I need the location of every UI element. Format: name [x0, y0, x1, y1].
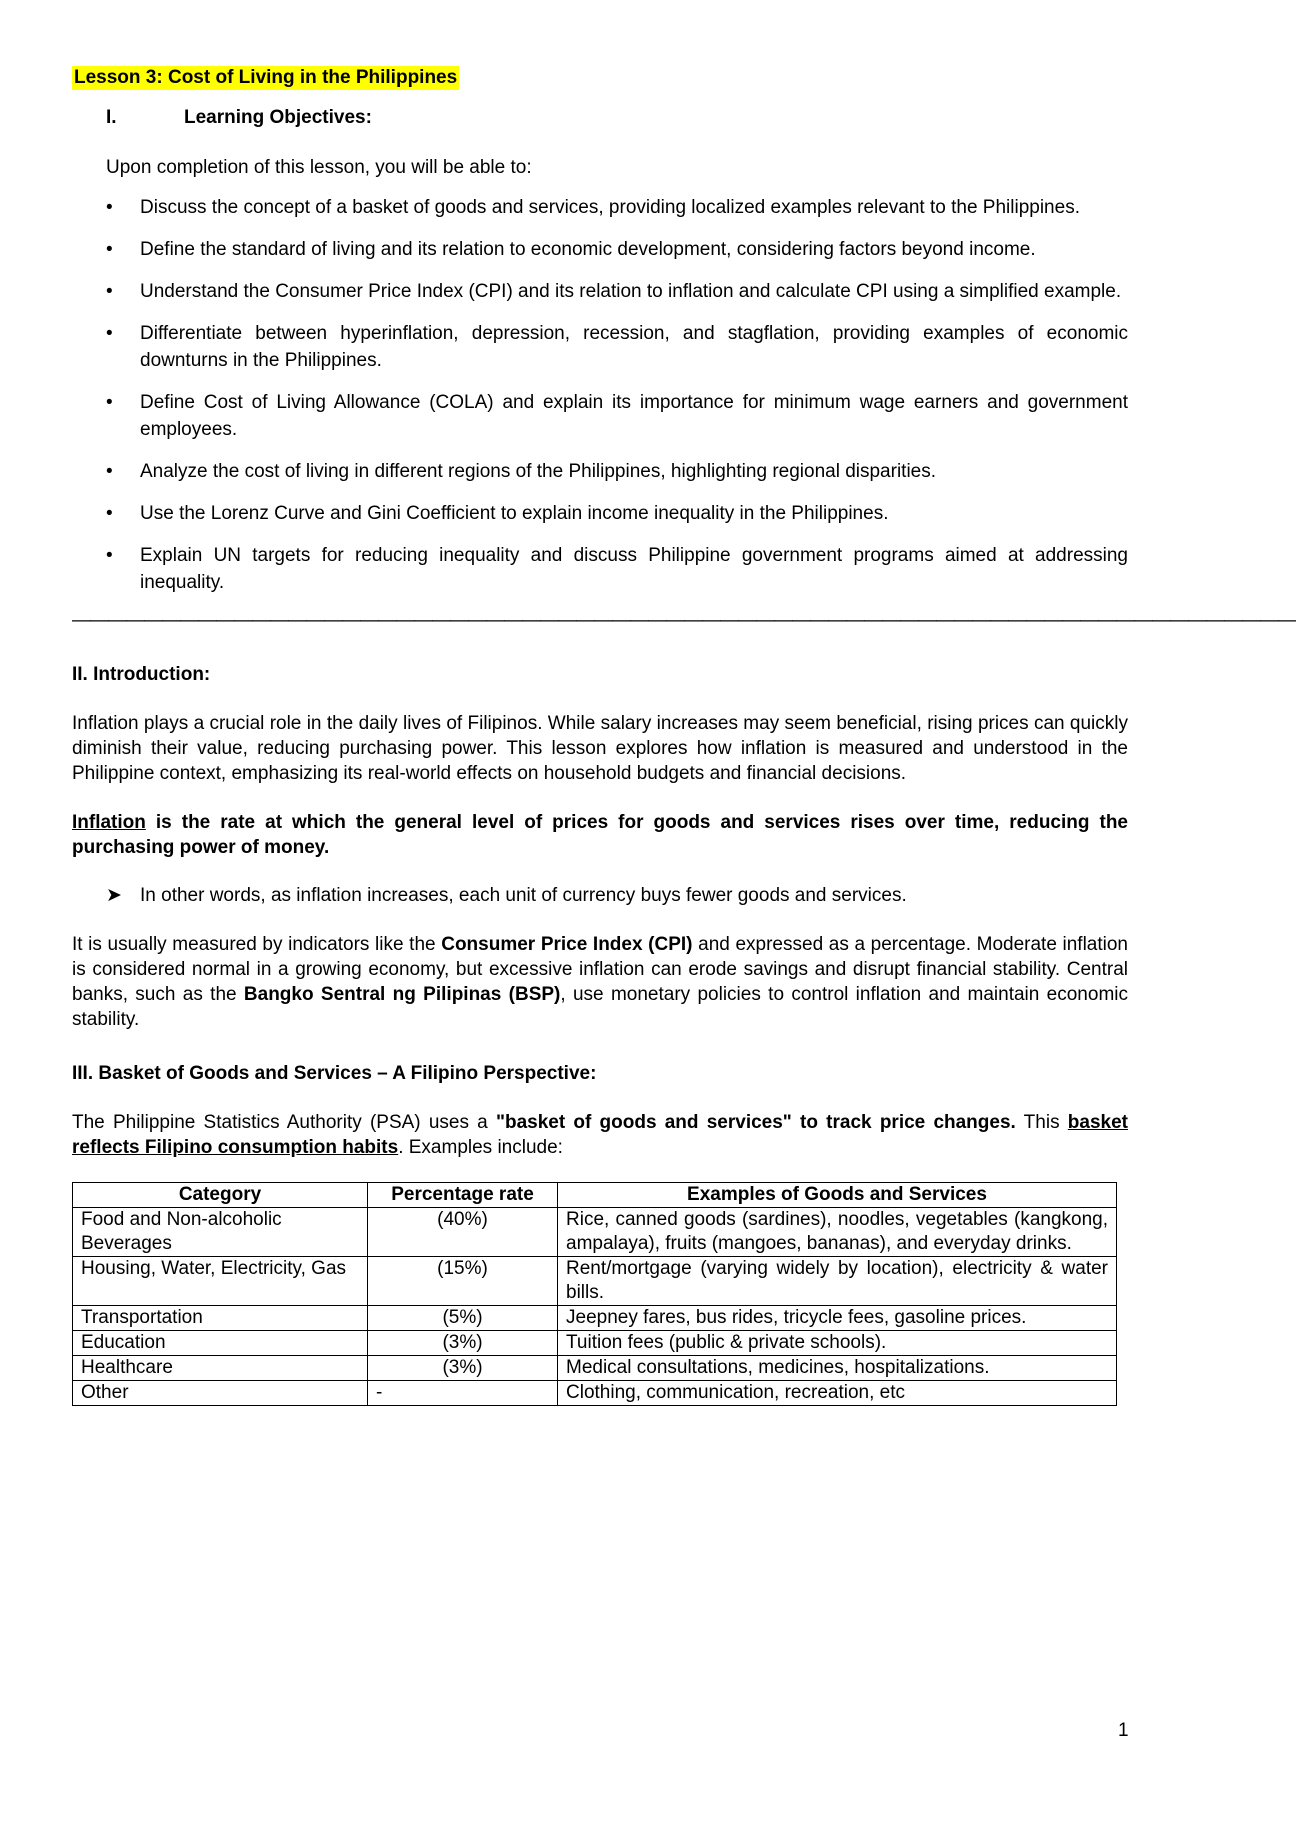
table-row [73, 1381, 1117, 1406]
objective-item: • Define the standard of living and its relation to economic development, considering factors beyond income. [106, 236, 1128, 263]
cell-rate: - [368, 1381, 558, 1406]
header-percentage: Percentage rate [368, 1183, 558, 1208]
basket-text-1: The Philippine Statistics Authority (PSA) uses a [72, 1112, 496, 1133]
cell-examples: Tuition fees (public & private schools). [558, 1331, 1117, 1356]
cell-examples: Medical consultations, medicines, hospitalizations. [558, 1356, 1117, 1381]
objectives-heading-text: Learning Objectives: [184, 107, 372, 128]
table-row [73, 1306, 1117, 1331]
cell-rate: (3%) [368, 1331, 558, 1356]
lesson-title: Lesson 3: Cost of Living in the Philippines [74, 67, 458, 88]
table-row [73, 1356, 1117, 1381]
basket-text-2: This [1015, 1112, 1068, 1133]
objective-item: • Discuss the concept of a basket of goods and services, providing localized examples relevant to the Philippines. [106, 194, 1128, 221]
inflation-term: Inflation [72, 812, 146, 833]
basket-bold-underline: basket reflects Filipino consumption habits [72, 1112, 1128, 1158]
cell-category: Transportation [73, 1306, 368, 1331]
cell-examples: Rent/mortgage (varying widely by location), electricity & water bills. [558, 1257, 1117, 1306]
basket-text-3: . Examples include: [398, 1137, 563, 1158]
objective-item: • Use the Lorenz Curve and Gini Coefficient to explain income inequality in the Philippines. [106, 500, 1128, 527]
objective-item: • Understand the Consumer Price Index (CPI) and its relation to inflation and calculate CPI using a simplified example. [106, 278, 1128, 305]
measure-text-2: and expressed as a percentage. Moderate inflation is considered normal in a growing economy, but excessive inflation can erode savings and disrupt financial stability. Central banks, such as the [72, 934, 1129, 1005]
objectives-intro: Upon completion of this lesson, you will be able to: [106, 157, 532, 178]
cell-rate: (40%) [368, 1208, 558, 1257]
objectives-list [72, 194, 1128, 596]
table-row [73, 1257, 1117, 1306]
table-header-row [73, 1183, 1117, 1208]
cell-rate: (3%) [368, 1356, 558, 1381]
objectives-number: I. [106, 107, 117, 128]
inflation-definition [72, 810, 1128, 860]
page-number: 1 [1118, 1720, 1129, 1741]
measure-text-1: It is usually measured by indicators like the [72, 934, 442, 955]
objective-item: • Differentiate between hyperinflation, depression, recession, and stagflation, providing examples of economic downturns in the Philippines. [106, 320, 1128, 374]
header-category: Category [73, 1183, 368, 1208]
cell-category: Healthcare [73, 1356, 368, 1381]
section-divider: ———————————————————————————————————————————————————————————————————— [72, 610, 1296, 631]
measure-bold-bsp: Bangko Sentral ng Pilipinas (BSP) [243, 984, 561, 1005]
cell-examples: Rice, canned goods (sardines), noodles, vegetables (kangkong, ampalaya), fruits (mangoes, bananas), and everyday drinks. [558, 1208, 1117, 1257]
objectives-heading [72, 106, 1128, 130]
introduction-paragraph: Inflation plays a crucial role in the daily lives of Filipinos. While salary increases may seem beneficial, rising prices can quickly diminish their value, reducing purchasing power. This lesson explores how inflation is measured and understood in the Philippine context, emphasizing its real-world effects on household budgets and financial decisions. [72, 713, 1128, 784]
cell-category: Food and Non-alcoholic Beverages [73, 1208, 368, 1257]
arrow-point-text: In other words, as inflation increases, each unit of currency buys fewer goods and services. [140, 885, 907, 906]
document-page [72, 66, 1296, 1406]
cell-category: Other [73, 1381, 368, 1406]
cell-rate: (5%) [368, 1306, 558, 1331]
cell-examples: Jeepney fares, bus rides, tricycle fees, gasoline prices. [558, 1306, 1117, 1331]
objective-item: • Analyze the cost of living in different regions of the Philippines, highlighting regional disparities. [106, 458, 1128, 485]
measure-bold-cpi: Consumer Price Index (CPI) [441, 934, 693, 955]
header-examples: Examples of Goods and Services [558, 1183, 1117, 1208]
inflation-definition-text: is the rate at which the general level of prices for goods and services rises over time, reducing the purchasing power of money. [72, 812, 1128, 858]
introduction-heading: II. Introduction: [72, 664, 211, 685]
arrow-bullet-icon: ➤ [106, 885, 122, 906]
cell-examples: Clothing, communication, recreation, etc [558, 1381, 1117, 1406]
basket-heading: III. Basket of Goods and Services – A Filipino Perspective: [72, 1063, 597, 1084]
measure-text-3: , use monetary policies to control inflation and maintain economic stability. [72, 984, 1128, 1030]
basket-table [72, 1182, 1117, 1406]
objective-item: • Define Cost of Living Allowance (COLA) and explain its importance for minimum wage earners and government employees. [106, 389, 1128, 443]
basket-bold-1: "basket of goods and services" to track price changes. [495, 1112, 1016, 1133]
cell-rate: (15%) [368, 1257, 558, 1306]
cell-category: Housing, Water, Electricity, Gas [73, 1257, 368, 1306]
inflation-measure-paragraph [72, 932, 1128, 1032]
objective-item: • Explain UN targets for reducing inequality and discuss Philippine government programs aimed at addressing inequality. [106, 542, 1128, 596]
table-row [73, 1331, 1117, 1356]
basket-paragraph [72, 1110, 1128, 1160]
arrow-point [106, 884, 1128, 908]
cell-category: Education [73, 1331, 368, 1356]
table-row [73, 1208, 1117, 1257]
